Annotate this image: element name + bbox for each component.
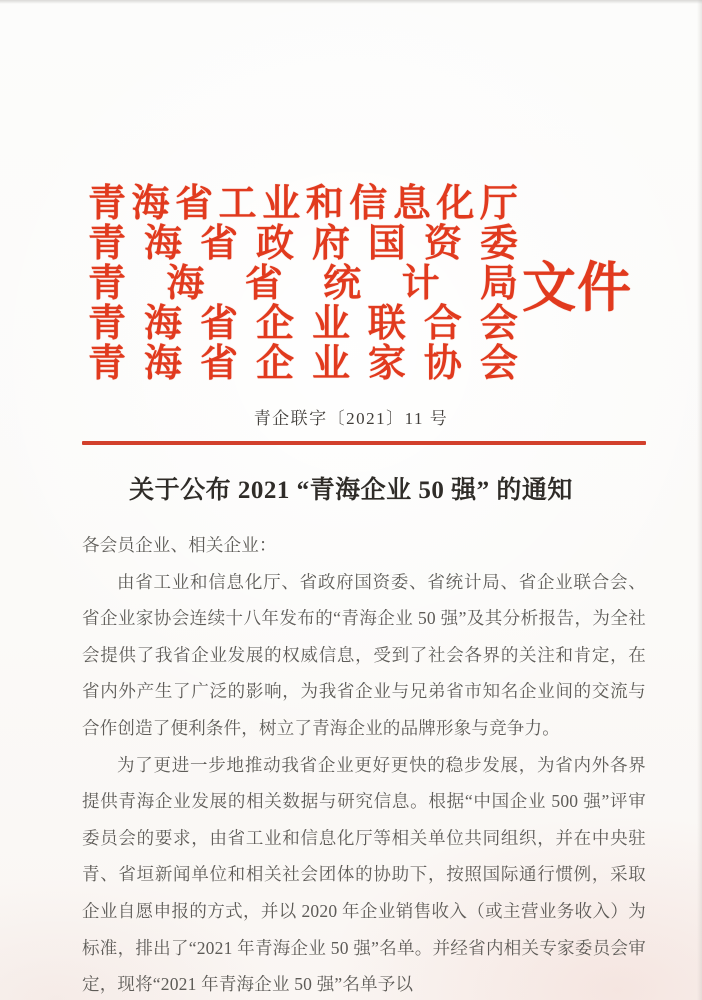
agency-line-3 <box>88 264 518 304</box>
agency-char: 省 <box>175 183 214 225</box>
document-body <box>82 527 646 1000</box>
red-divider-line <box>82 441 646 445</box>
agency-char: 协 <box>423 343 462 385</box>
body-paragraph-2: 为了更进一步地推动我省企业更好更快的稳步发展，为省内外各界提供青海企业发展的相关数据与研究信息。根据“中国企业 500 强”评审委员会的要求，由省工业和信息化厅等相关单位共同组织，并在中央驻青、省垣新闻单位和相关社会团体的协助下，按照国际通行惯例，采取企业自愿申报的方式，并以 2020 年企业销售收入（或主营业务收入）为标准，排出了“2021 年青海企业 50 强”名单。并经省内相关专家委员会审定，现将“2021 年青海企业 50 强”名单予以 <box>82 754 646 995</box>
issuing-agencies-block <box>88 184 518 384</box>
agency-line-4 <box>88 304 518 344</box>
agency-char: 海 <box>131 183 170 225</box>
agency-char: 委 <box>479 223 518 265</box>
body-paragraph-1: 由省工业和信息化厅、省政府国资委、省统计局、省企业联合会、省企业家协会连续十八年发布的“青海企业 50 强”及其分析报告，为全社会提供了我省企业发展的权威信息，受到了社会各界的关注和肯定，在省内外产生了广泛的影响，为我省企业与兄弟省市知名企业间的交流与合作创造了便利条件，树立了青海企业的品牌形象与竞争力。 <box>82 571 646 738</box>
agency-char: 国 <box>367 223 406 265</box>
document-reference-number: 青企联字〔2021〕11 号 <box>253 409 449 428</box>
agency-char: 厅 <box>479 183 518 225</box>
agency-char: 省 <box>199 303 238 345</box>
agency-char: 计 <box>401 263 440 305</box>
agency-line-5 <box>88 344 518 384</box>
agency-char: 工 <box>218 183 257 225</box>
agency-char: 信 <box>349 183 388 225</box>
agency-char: 资 <box>423 223 462 265</box>
agency-char: 省 <box>244 263 283 305</box>
agency-char: 青 <box>88 263 127 305</box>
agency-char: 家 <box>367 343 406 385</box>
agency-char: 联 <box>367 303 406 345</box>
agency-char: 企 <box>255 343 294 385</box>
agency-char: 业 <box>262 183 301 225</box>
agency-line-1 <box>88 184 518 224</box>
agency-char: 会 <box>479 303 518 345</box>
agency-char: 海 <box>143 303 182 345</box>
letterhead-wenjian-label: 文件 <box>522 258 632 318</box>
agency-char: 业 <box>311 343 350 385</box>
salutation: 各会员企业、相关企业： <box>82 535 277 555</box>
agency-char: 企 <box>255 303 294 345</box>
agency-char: 海 <box>166 263 205 305</box>
agency-char: 府 <box>311 223 350 265</box>
agency-char: 局 <box>479 263 518 305</box>
agency-char: 青 <box>88 183 127 225</box>
agency-char: 业 <box>311 303 350 345</box>
agency-char: 会 <box>479 343 518 385</box>
agency-char: 合 <box>423 303 462 345</box>
agency-char: 海 <box>143 223 182 265</box>
agency-char: 化 <box>436 183 475 225</box>
agency-char: 青 <box>88 343 127 385</box>
agency-char: 省 <box>199 343 238 385</box>
agency-char: 青 <box>88 223 127 265</box>
agency-char: 和 <box>305 183 344 225</box>
agency-line-2 <box>88 224 518 264</box>
agency-char: 青 <box>88 303 127 345</box>
agency-char: 政 <box>255 223 294 265</box>
agency-char: 统 <box>323 263 362 305</box>
document-title: 关于公布 2021 “青海企业 50 强” 的通知 <box>129 477 573 504</box>
letterhead <box>88 184 632 384</box>
agency-char: 息 <box>392 183 431 225</box>
agency-char: 海 <box>143 343 182 385</box>
agency-char: 省 <box>199 223 238 265</box>
